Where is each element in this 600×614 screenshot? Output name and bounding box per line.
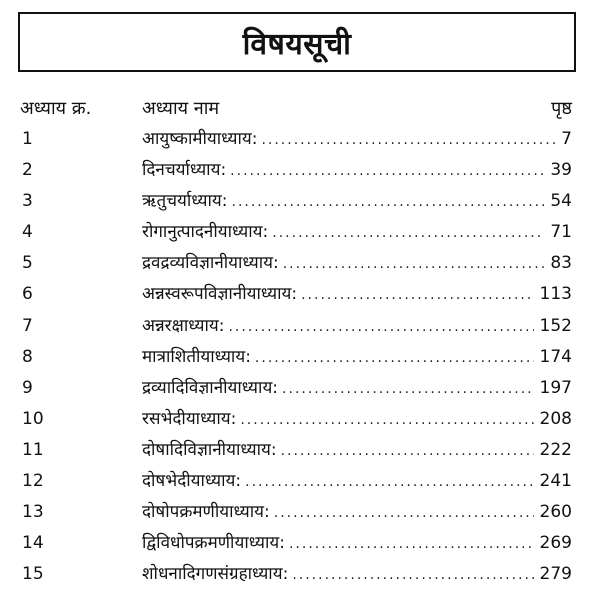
page-number: 83 xyxy=(550,253,572,274)
toc-row[interactable] xyxy=(0,528,600,559)
chapter-entry xyxy=(142,497,572,529)
toc-row[interactable] xyxy=(0,124,600,155)
chapter-number: 1 xyxy=(22,129,33,149)
chapter-name: दोषोपक्रमणीयाध्याय: xyxy=(142,502,270,523)
chapter-number: 14 xyxy=(22,533,44,554)
dot-leader xyxy=(228,312,533,343)
chapter-number: 9 xyxy=(22,377,33,398)
chapter-entry xyxy=(142,528,572,560)
page-number: 7 xyxy=(561,129,572,149)
page-number: 39 xyxy=(550,160,572,181)
page-number: 71 xyxy=(550,222,572,243)
chapter-number: 15 xyxy=(22,564,44,585)
dot-leader xyxy=(232,187,545,218)
page-number: 152 xyxy=(539,315,572,336)
chapter-number: 3 xyxy=(22,191,33,212)
chapter-name: ऋतुचर्याध्याय: xyxy=(142,191,228,212)
chapter-number: 10 xyxy=(22,408,44,429)
dot-leader xyxy=(240,405,533,436)
toc-row[interactable] xyxy=(0,279,600,310)
page-number: 279 xyxy=(539,564,572,585)
toc-row[interactable] xyxy=(0,373,600,404)
chapter-name: अन्नस्वरूपविज्ञानीयाध्याय: xyxy=(142,284,298,305)
chapter-entry xyxy=(142,186,572,218)
chapter-name: आयुष्कामीयाध्याय: xyxy=(142,129,258,149)
toc-row[interactable] xyxy=(0,466,600,497)
toc-row[interactable] xyxy=(0,311,600,342)
page-number: 113 xyxy=(539,284,572,305)
toc-row[interactable] xyxy=(0,435,600,466)
dot-leader xyxy=(255,343,534,374)
dot-leader xyxy=(274,498,534,529)
toc-row[interactable] xyxy=(0,155,600,186)
page-title: विषयसूची xyxy=(242,26,352,62)
chapter-number: 5 xyxy=(22,253,33,274)
chapter-entry xyxy=(142,217,572,249)
dot-leader xyxy=(272,218,544,249)
chapter-name: शोधनादिगणसंग्रहाध्याय: xyxy=(142,564,289,585)
page-number: 241 xyxy=(539,471,572,492)
toc-row[interactable] xyxy=(0,248,600,279)
chapter-entry xyxy=(142,559,572,591)
chapter-entry xyxy=(142,248,572,280)
dot-leader xyxy=(289,529,534,560)
page-number: 54 xyxy=(550,191,572,212)
contents-list xyxy=(0,124,600,590)
dot-leader xyxy=(283,249,545,280)
chapter-name: द्विविधोपक्रमणीयाध्याय: xyxy=(142,533,285,554)
dot-leader xyxy=(281,436,534,467)
chapter-entry xyxy=(142,466,572,498)
chapter-name: दोषभेदीयाध्याय: xyxy=(142,471,242,492)
toc-row[interactable] xyxy=(0,186,600,217)
chapter-number-header: अध्याय क्र. xyxy=(20,98,92,119)
chapter-entry xyxy=(142,373,572,405)
chapter-entry xyxy=(142,435,572,467)
toc-row[interactable] xyxy=(0,404,600,435)
chapter-name: द्रवद्रव्यविज्ञानीयाध्याय: xyxy=(142,253,279,274)
toc-row[interactable] xyxy=(0,559,600,590)
chapter-entry xyxy=(142,404,572,436)
page-number: 269 xyxy=(539,533,572,554)
chapter-name: द्रव्यादिविज्ञानीयाध्याय: xyxy=(142,377,279,398)
toc-row[interactable] xyxy=(0,342,600,373)
page-header: पृष्ठ xyxy=(551,98,572,119)
chapter-number: 13 xyxy=(22,502,44,523)
chapter-name: रोगानुत्पादनीयाध्याय: xyxy=(142,222,269,243)
chapter-entry xyxy=(142,155,572,187)
dot-leader xyxy=(282,374,534,405)
toc-row[interactable] xyxy=(0,497,600,528)
dot-leader xyxy=(292,560,533,591)
page-number: 260 xyxy=(539,502,572,523)
chapter-number: 12 xyxy=(22,471,44,492)
dot-leader xyxy=(301,280,533,311)
chapter-number: 4 xyxy=(22,222,33,243)
chapter-name: अन्नरक्षाध्याय: xyxy=(142,315,225,336)
chapter-number: 11 xyxy=(22,439,44,460)
chapter-entry xyxy=(142,311,572,343)
title-box xyxy=(18,12,576,72)
chapter-number: 6 xyxy=(22,284,33,305)
chapter-name: दिनचर्याध्याय: xyxy=(142,160,227,181)
chapter-number: 2 xyxy=(22,160,33,181)
chapter-name: दोषादिविज्ञानीयाध्याय: xyxy=(142,439,277,460)
chapter-number: 8 xyxy=(22,346,33,367)
dot-leader xyxy=(261,125,555,156)
chapter-entry xyxy=(142,124,572,156)
dot-leader xyxy=(230,156,544,187)
chapter-name-header: अध्याय नाम xyxy=(142,98,220,119)
chapter-name: रसभेदीयाध्याय: xyxy=(142,408,237,429)
dot-leader xyxy=(245,467,533,498)
page-number: 222 xyxy=(539,439,572,460)
chapter-number: 7 xyxy=(22,315,33,336)
table-header xyxy=(0,96,600,122)
page-number: 208 xyxy=(539,408,572,429)
chapter-entry xyxy=(142,342,572,374)
toc-row[interactable] xyxy=(0,217,600,248)
chapter-name: मात्राशितीयाध्याय: xyxy=(142,346,251,367)
chapter-entry xyxy=(142,279,572,311)
page-number: 174 xyxy=(539,346,572,367)
page-number: 197 xyxy=(539,377,572,398)
